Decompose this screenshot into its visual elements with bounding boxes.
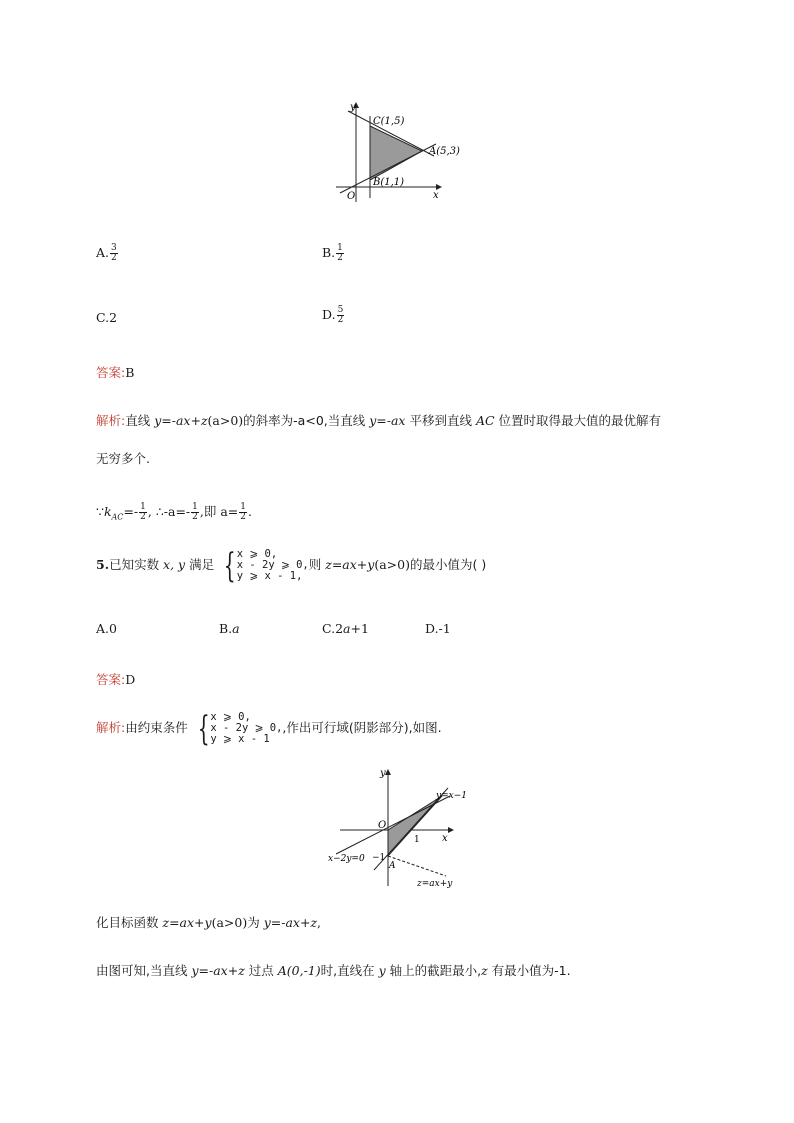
q5-answer: 答案:D <box>96 672 136 687</box>
q4-analysis-line-2: 无穷多个. <box>96 451 150 466</box>
option-d: D. $\frac{5}{2}$ <box>322 305 344 325</box>
origin-label: O <box>378 820 387 831</box>
feasible-region-figure-1 <box>330 98 470 208</box>
line-label-z: z=ax+y <box>417 879 453 889</box>
point-a-label: A <box>389 861 396 871</box>
option-b: B. $\frac{1}{2}$ <box>322 243 343 263</box>
answer-label: 答案: <box>96 672 126 687</box>
y-axis-label: y <box>350 102 356 113</box>
q5-analysis-line-1: 解析:由约束条件 { x ⩾ 0, x - 2y ⩾ 0, y ⩾ x - 1 ,作出可行域(阴影部分),如图. <box>96 708 442 749</box>
q5-option-b: B.a <box>219 621 240 636</box>
analysis-label: 解析: <box>96 720 126 735</box>
point-a-label: A(5,3) <box>429 146 460 157</box>
q5-option-d: D.-1 <box>425 621 451 636</box>
tick-1: 1 <box>414 835 420 845</box>
q4-answer: 答案:B <box>96 365 135 380</box>
option-c: C.2 <box>96 310 118 325</box>
shaded-triangle <box>370 126 422 180</box>
x-axis-label: x <box>442 833 448 844</box>
tick-minus-1: −1 <box>372 853 386 863</box>
q4-analysis-line-3: $\because k_{AC}=-$ $\frac{1}{2}$ , ∴-a=- $\frac{1}{2}$ ,即 a= $\frac{1}{2}$ . <box>96 502 252 522</box>
q4-analysis-line-1: 解析:直线 y=-ax+z(a>0)的斜率为-a<0,当直线 y=-ax 平移到直线 AC 位置时取得最大值的最优解有 <box>96 413 662 428</box>
shaded-triangle <box>388 796 442 856</box>
q5-analysis-line-3: 由图可知,当直线 y=-ax+z 过点 A(0,-1)时,直线在 y 轴上的截距最小,z 有最小值为-1. <box>96 963 571 978</box>
constraint-system: { x ⩾ 0, x - 2y ⩾ 0, y ⩾ x - 1, <box>223 545 309 586</box>
line-label-x-2y: x−2y=0 <box>328 854 365 864</box>
point-c-label: C(1,5) <box>373 116 405 127</box>
option-a: A. $\frac{3}{2}$ <box>96 243 117 263</box>
q5-stem: 5.已知实数 x, y 满足 { x ⩾ 0, x - 2y ⩾ 0, y ⩾ x - 1, 则 z=ax+y(a>0)的最小值为( ) <box>96 545 487 586</box>
q5-option-c: C.2a+1 <box>322 621 369 636</box>
q5-analysis-line-2: 化目标函数 z=ax+y(a>0)为 y=-ax+z, <box>96 915 322 930</box>
line-label-y-x-1: y=x−1 <box>436 791 467 801</box>
answer-label: 答案: <box>96 365 126 380</box>
analysis-label: 解析: <box>96 413 126 428</box>
q5-option-a: A.0 <box>96 621 117 636</box>
constraint-system: { x ⩾ 0, x - 2y ⩾ 0, y ⩾ x - 1 <box>197 708 283 749</box>
origin-label: O <box>347 191 356 202</box>
y-axis-label: y <box>380 768 386 779</box>
x-axis-label: x <box>433 190 439 201</box>
point-b-label: B(1,1) <box>373 177 405 188</box>
feasible-region-figure-2 <box>322 766 472 890</box>
